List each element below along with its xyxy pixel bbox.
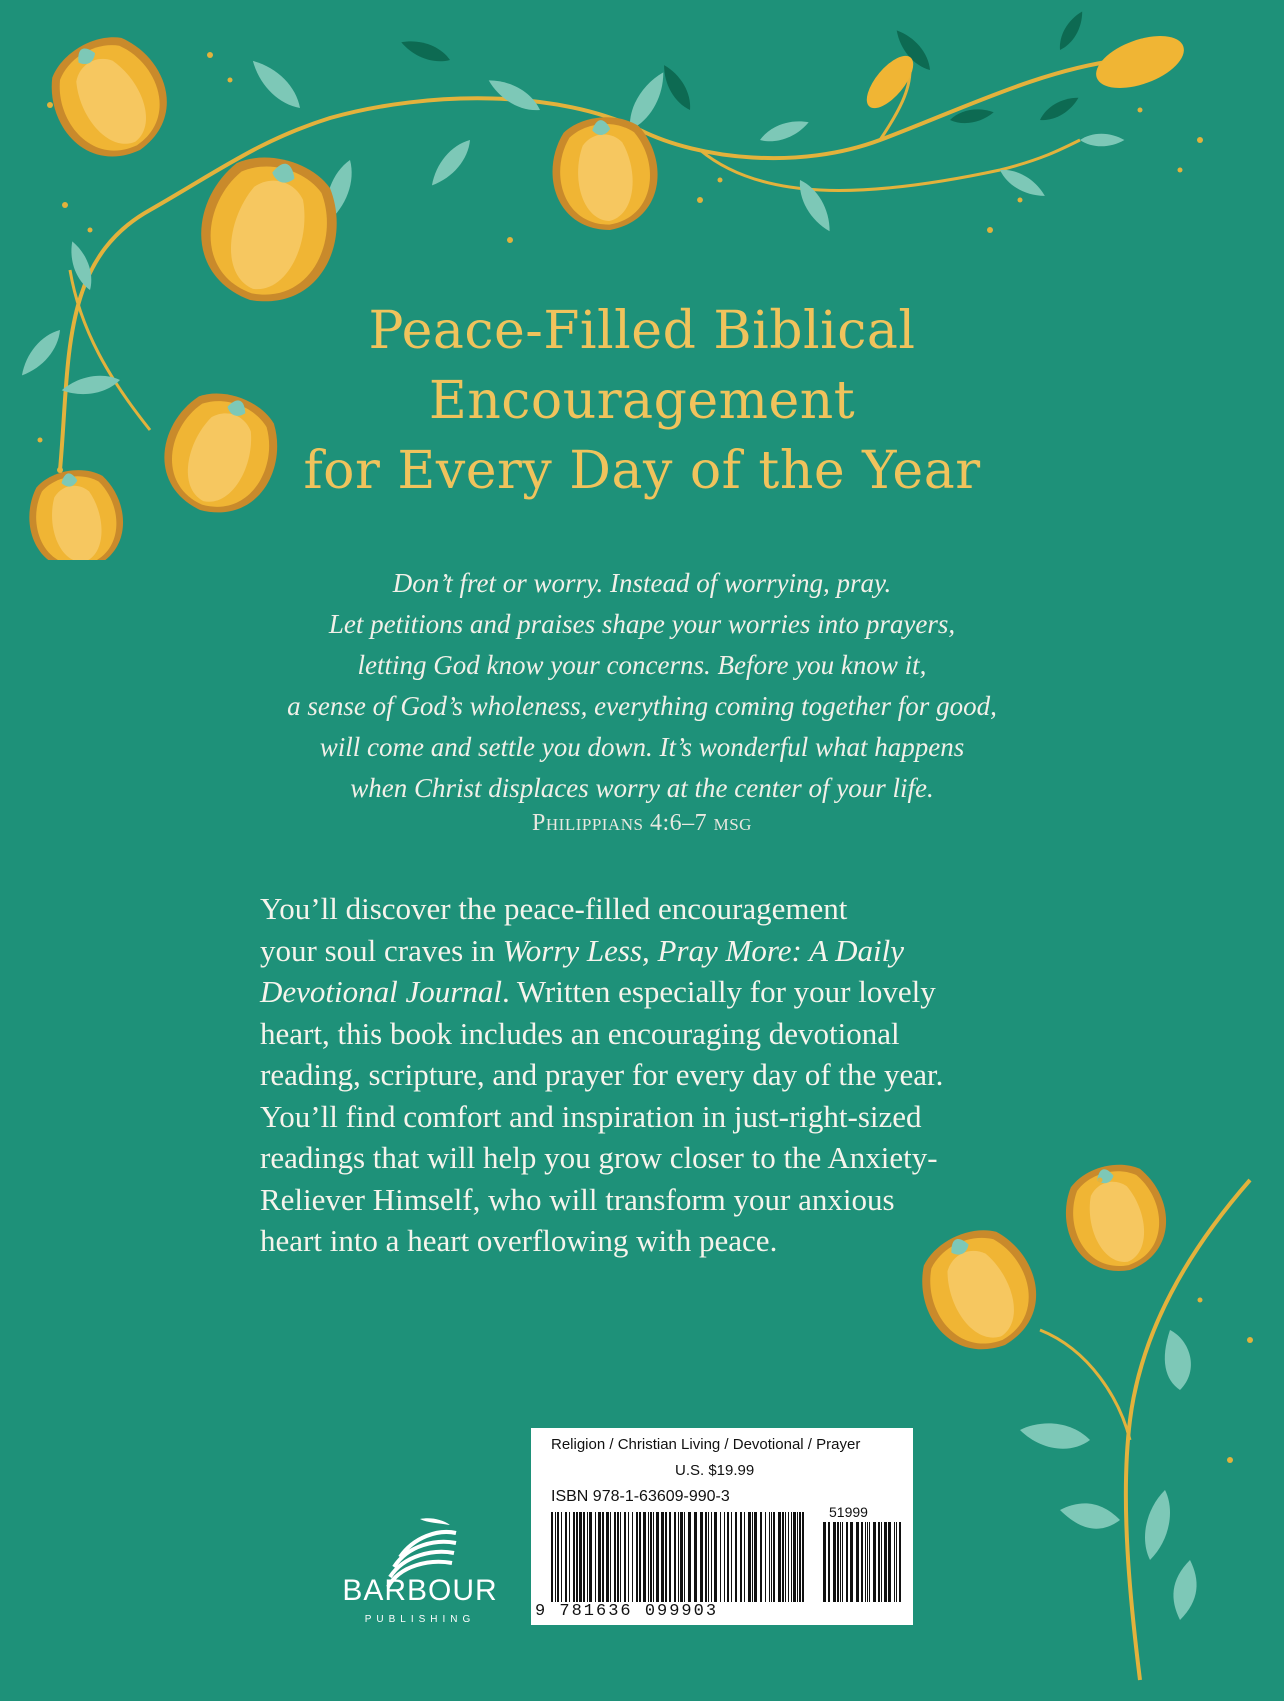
headline-line: for Every Day of the Year — [303, 441, 981, 501]
description-line: reading, scripture, and prayer for every day of the year. — [260, 1057, 944, 1092]
price-code-text: 51999 — [829, 1504, 868, 1520]
description-line: Reliever Himself, who will transform your anxious — [260, 1181, 895, 1217]
quote-line: when Christ displaces worry at the center of your life. — [350, 773, 934, 803]
publisher-name: BARBOUR — [342, 1574, 498, 1607]
headline-line: Encouragement — [428, 371, 856, 431]
description-text: your soul craves in — [260, 932, 503, 968]
scripture-quote — [200, 563, 1084, 809]
headline — [230, 296, 1054, 506]
book-title-italic: Worry Less, Pray More: A Daily — [502, 932, 905, 968]
description-line: You’ll discover the peace-filled encouragement — [260, 891, 848, 926]
isbn-text: ISBN 978-1-63609-990-3 — [551, 1488, 730, 1505]
description-line — [260, 930, 1040, 972]
price-barcode — [823, 1522, 903, 1602]
barcode-digits: 9 781636 099903 — [535, 1602, 719, 1621]
description-line: readings that will help you grow closer to the Anxiety- — [260, 1140, 938, 1175]
price-text: U.S. $19.99 — [675, 1462, 755, 1479]
publisher-subtitle: PUBLISHING — [364, 1614, 476, 1625]
description-text: . Written especially for your lovely — [501, 974, 936, 1009]
description-line: heart, this book includes an encouraging devotional — [260, 1015, 900, 1051]
quote-line: Let petitions and praises shape your worries into prayers, — [328, 609, 956, 639]
scripture-reference: Philippians 4:6–7 msg — [532, 810, 752, 836]
book-description — [260, 888, 1040, 1262]
quote-line: Don’t fret or worry. Instead of worrying, pray. — [392, 568, 892, 598]
quote-line: letting God know your concerns. Before you know it, — [357, 650, 927, 680]
quote-line: will come and settle you down. It’s wonderful what happens — [319, 732, 965, 762]
quote-line: a sense of God’s wholeness, everything coming together for good, — [287, 691, 997, 721]
book-title-italic: Devotional Journal — [260, 974, 502, 1009]
description-line: heart into a heart overflowing with peace. — [260, 1223, 778, 1258]
description-line: You’ll find comfort and inspiration in just-right-sized — [260, 1098, 922, 1134]
barcode-panel — [531, 1428, 913, 1625]
category-text: Religion / Christian Living / Devotional / Prayer — [551, 1436, 861, 1453]
description-line — [260, 971, 1040, 1013]
headline-line: Peace-Filled Biblical — [368, 301, 916, 361]
ean-barcode — [551, 1512, 805, 1602]
